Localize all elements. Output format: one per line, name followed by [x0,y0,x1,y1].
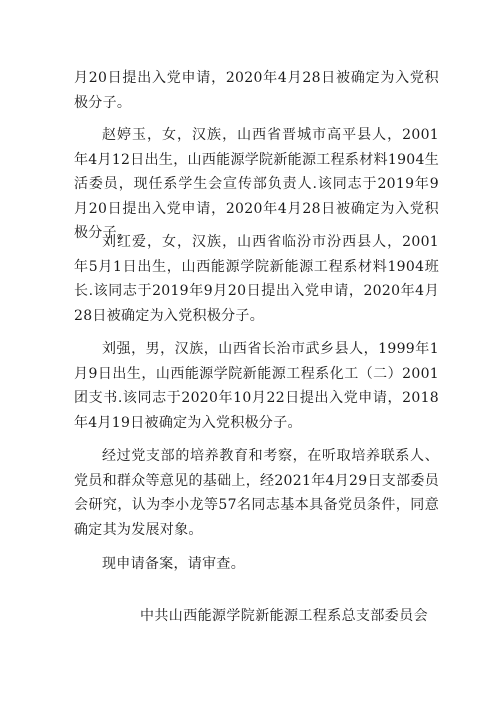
paragraph-candidate-liu-hongai: 刘红爱，女，汉族，山西省临汾市汾西县人，2001年5月1日出生，山西能源学院新能源工程系材料1904班长.该同志于2019年9月20日提出入党申请，2020年4月28日被确定为入党积极分子。 [74,234,439,324]
paragraph-request: 现申请备案，请审查。 [102,556,245,572]
paragraph-candidate-zhao: 赵婷玉，女，汉族，山西省晋城市高平县人，2001年4月12日出生，山西能源学院新能源工程系材料1904生活委员，现任系学生会宣传部负责人.该同志于2019年9月20日提出入党申请，2020年4月28日被确定为入党积极分子。 [74,127,439,242]
paragraph-conclusion: 经过党支部的培养教育和考察，在听取培养联系人、党员和群众等意见的基础上，经2021年4月29日支部委员会研究，认为李小龙等57名同志基本具备党员条件，同意确定其为发展对象。 [74,448,439,538]
signature-line: 中共山西能源学院新能源工程系总支部委员会 [140,608,428,624]
paragraph-continuation: 月20日提出入党申请，2020年4月28日被确定为入党积极分子。 [74,70,439,111]
paragraph-candidate-liu-qiang: 刘强，男，汉族，山西省长治市武乡县人，1999年1月9日出生，山西能源学院新能源工程系化工（二）2001团支书.该同志于2020年10月22日提出入党申请，2018年4月19日被确定为入党积极分子。 [74,341,439,431]
